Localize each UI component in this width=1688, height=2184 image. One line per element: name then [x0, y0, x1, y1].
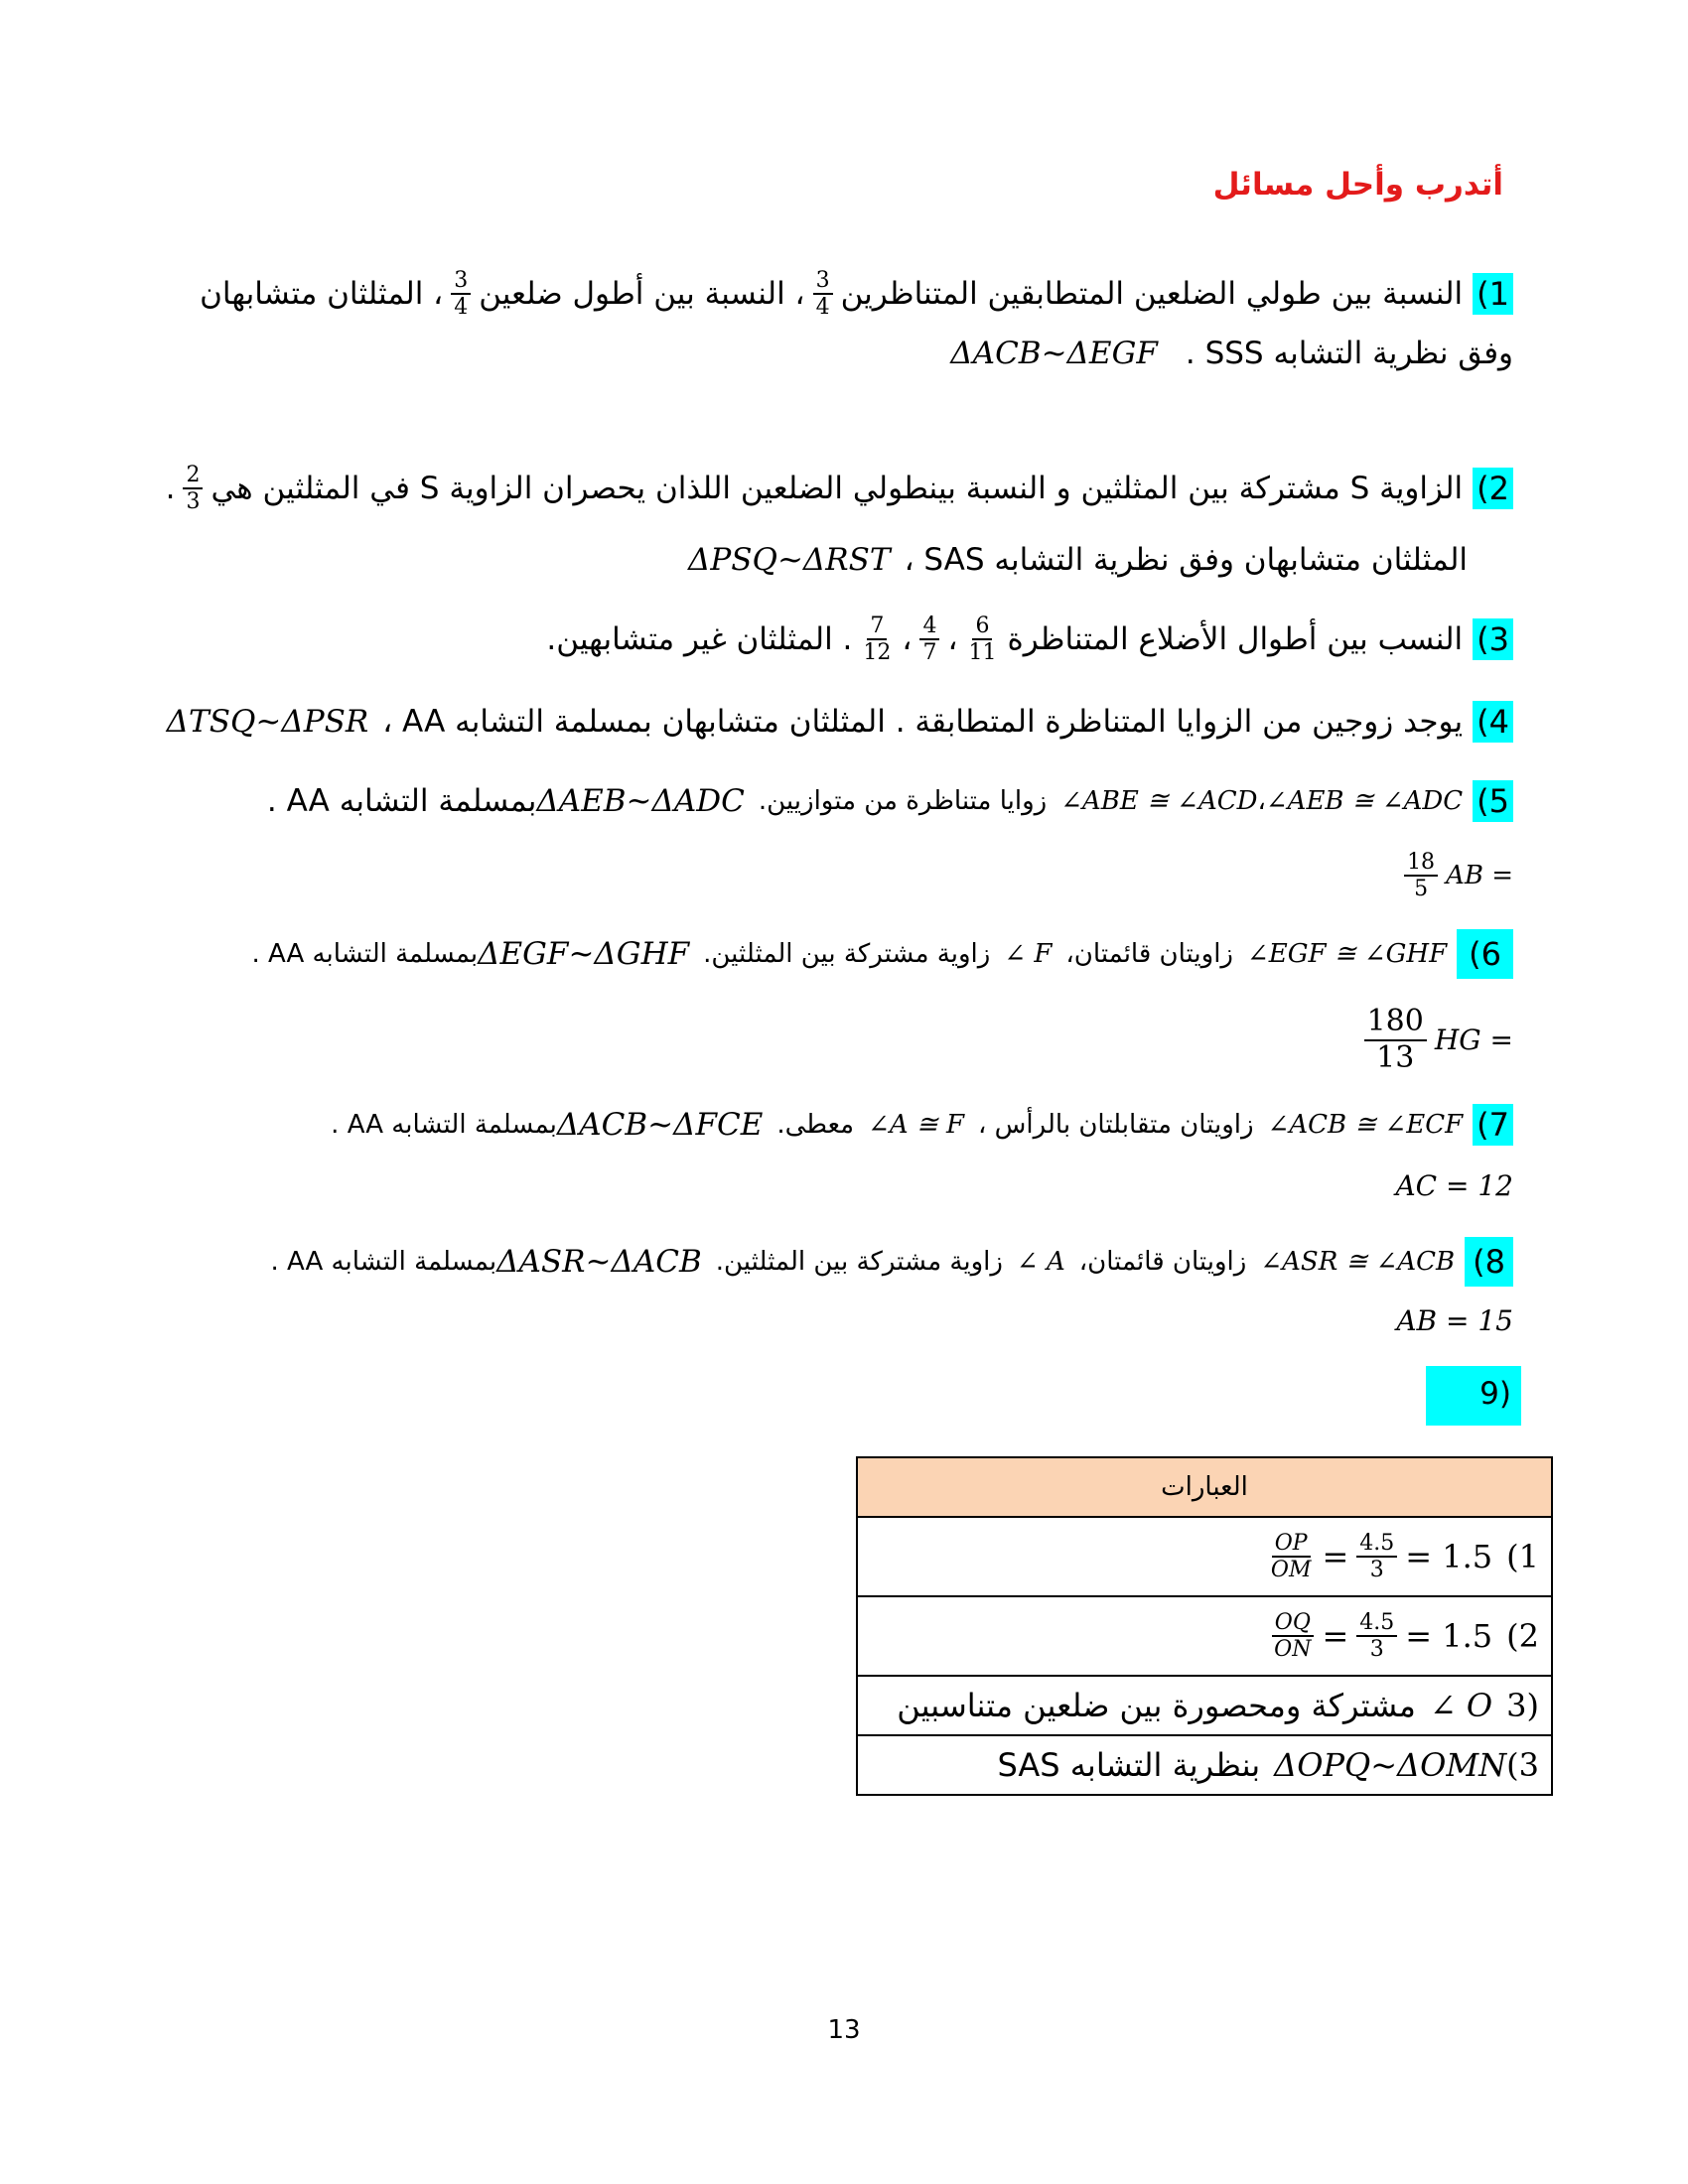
question-text: الزاوية S مشتركة بين المثلثين و النسبة بينطولي الضلعين اللذان يحصران الزاوية S في المثلثين هي	[211, 470, 1464, 506]
question-text: زوايا متناظرة من متوازيين.	[758, 785, 1048, 816]
question-text: .	[165, 470, 176, 506]
question-text: زاويتان متقابلتان بالرأس ،	[978, 1109, 1254, 1140]
similarity-statement: ΔPSQ~ΔRST	[688, 542, 891, 578]
table-header: العبارات	[858, 1458, 1551, 1518]
question-number: 4)	[1473, 701, 1513, 743]
angle-congruence: ∠EGF ≅ ∠GHF	[1246, 938, 1448, 969]
question-text: النسبة بين طولي الضلعين المتطابقين المتناظرين	[840, 275, 1464, 312]
fraction: $\frac{180}{13}$	[1364, 1005, 1427, 1075]
table-row	[858, 1595, 1551, 1675]
section-title: أتدرب وأحل مسائل	[1212, 167, 1503, 203]
fraction: $\frac{7}{12}$	[863, 614, 892, 666]
question-text: ، المثلثان متشابهان	[200, 275, 444, 312]
statements-table	[856, 1456, 1553, 1796]
row-index: 3)	[1506, 1687, 1539, 1724]
question-6-answer	[1356, 1005, 1513, 1075]
fraction: $\frac{2}{3}$	[183, 463, 203, 515]
question-3-line	[546, 614, 1513, 666]
fraction: $\frac{OQ}{ON}$	[1271, 1610, 1314, 1663]
question-text: . المثلثان غير متشابهين.	[546, 620, 853, 657]
answer-lhs: HG =	[1434, 1023, 1513, 1056]
fraction: $\frac{3}{4}$	[451, 268, 471, 321]
question-text: وفق نظرية التشابه SSS .	[1185, 336, 1513, 371]
row-text: مشتركة ومحصورة بين ضلعين متناسبين	[897, 1687, 1416, 1724]
question-text: زاويتان قائمتان،	[1078, 1246, 1247, 1277]
fraction: $\frac{OP}{OM}$	[1270, 1530, 1312, 1582]
question-text: بمسلمة التشابه AA .	[251, 938, 479, 969]
question-number: 3)	[1473, 618, 1513, 660]
answer: AB = 15	[1396, 1304, 1513, 1337]
angle-congruence: ∠A ≅ F	[868, 1109, 965, 1140]
separator: ،	[1257, 785, 1266, 816]
similarity-statement: ΔOPQ~ΔOMN	[1274, 1746, 1507, 1784]
question-8-answer	[1396, 1304, 1513, 1338]
answer-lhs: AB =	[1446, 860, 1513, 890]
question-4-line	[167, 701, 1513, 743]
question-text: زاويتان قائمتان،	[1065, 938, 1233, 969]
fraction: $\frac{4.5}{3}$	[1356, 1531, 1397, 1583]
separator: ،	[947, 620, 958, 657]
similarity-statement: ΔEGF~ΔGHF	[478, 935, 690, 972]
question-text: بمسلمة التشابه AA .	[266, 782, 537, 819]
table-row	[858, 1518, 1551, 1595]
fraction: $\frac{4.5}{3}$	[1356, 1610, 1397, 1663]
row-index: (2	[1506, 1617, 1539, 1655]
similarity-statement: ΔACB~ΔFCE	[556, 1106, 764, 1143]
question-5-answer	[1396, 850, 1513, 902]
question-text: المثلثان متشابهان وفق نظرية التشابه SAS ،	[904, 542, 1468, 578]
question-2-line-2	[688, 542, 1468, 579]
question-number: 2)	[1473, 468, 1513, 509]
question-text: معطى.	[776, 1109, 855, 1140]
fraction: $\frac{3}{4}$	[813, 268, 833, 321]
row-value: = 1.5	[1405, 1538, 1493, 1575]
question-text: زاوية مشتركة بين المثلثين.	[703, 938, 991, 969]
table-row	[858, 1675, 1551, 1734]
question-number: 8)	[1465, 1237, 1513, 1287]
fraction: $\frac{4}{7}$	[919, 614, 939, 666]
question-text: النسب بين أطوال الأضلاع المتناظرة	[1007, 620, 1464, 657]
row-text: بنظرية التشابه SAS	[997, 1746, 1261, 1784]
question-5-line	[267, 780, 1513, 822]
question-number: 7)	[1473, 1104, 1513, 1146]
question-1-line-2	[950, 336, 1513, 372]
question-number: 5)	[1473, 780, 1513, 822]
row-value: = 1.5	[1405, 1617, 1493, 1655]
similarity-statement: ΔAEB~ΔADC	[536, 782, 745, 819]
question-number: (9	[1479, 1376, 1511, 1412]
angle-congruence: ∠ASR ≅ ∠ACB	[1260, 1246, 1456, 1277]
question-number: 6)	[1457, 929, 1513, 979]
similarity-statement: ΔACB~ΔEGF	[950, 336, 1158, 371]
page-number: 13	[827, 2015, 861, 2045]
question-7-line	[331, 1104, 1513, 1146]
row-index: (1	[1506, 1538, 1539, 1575]
angle-congruence: ∠AEB ≅ ∠ADC	[1265, 785, 1464, 816]
separator: ،	[902, 620, 913, 657]
answer: AC = 12	[1395, 1169, 1513, 1202]
question-text: يوجد زوجين من الزوايا المتناظرة المتطابقة . المثلثان متشابهان بمسلمة التشابه AA ،	[382, 703, 1464, 740]
similarity-statement: ΔTSQ~ΔPSR	[166, 703, 369, 740]
fraction: $\frac{18}{5}$	[1404, 850, 1438, 902]
angle-congruence: ∠ABE ≅ ∠ACD	[1060, 785, 1258, 816]
question-9-line	[1479, 1376, 1511, 1413]
question-text: بمسلمة التشابه AA .	[270, 1246, 497, 1277]
question-8-line	[270, 1237, 1513, 1287]
angle: ∠ A	[1016, 1246, 1065, 1277]
fraction: $\frac{6}{11}$	[968, 614, 997, 666]
question-6-line	[251, 929, 1513, 979]
row-index: (3	[1506, 1746, 1539, 1784]
angle: ∠ F	[1004, 938, 1053, 969]
angle-congruence: ∠ACB ≅ ∠ECF	[1267, 1109, 1464, 1140]
question-7-answer	[1395, 1169, 1513, 1203]
question-text: بمسلمة التشابه AA .	[331, 1109, 557, 1140]
question-2-line-1	[166, 463, 1513, 515]
equals-sign: =	[1322, 1538, 1349, 1575]
angle: ∠ O	[1429, 1687, 1493, 1724]
similarity-statement: ΔASR~ΔACB	[496, 1243, 702, 1280]
table-row	[858, 1734, 1551, 1794]
question-text: ، النسبة بين أطول ضلعين	[479, 275, 805, 312]
question-text: زاوية مشتركة بين المثلثين.	[715, 1246, 1003, 1277]
question-number: 1)	[1473, 273, 1513, 315]
equals-sign: =	[1322, 1617, 1349, 1655]
question-1-line-1	[200, 268, 1513, 321]
